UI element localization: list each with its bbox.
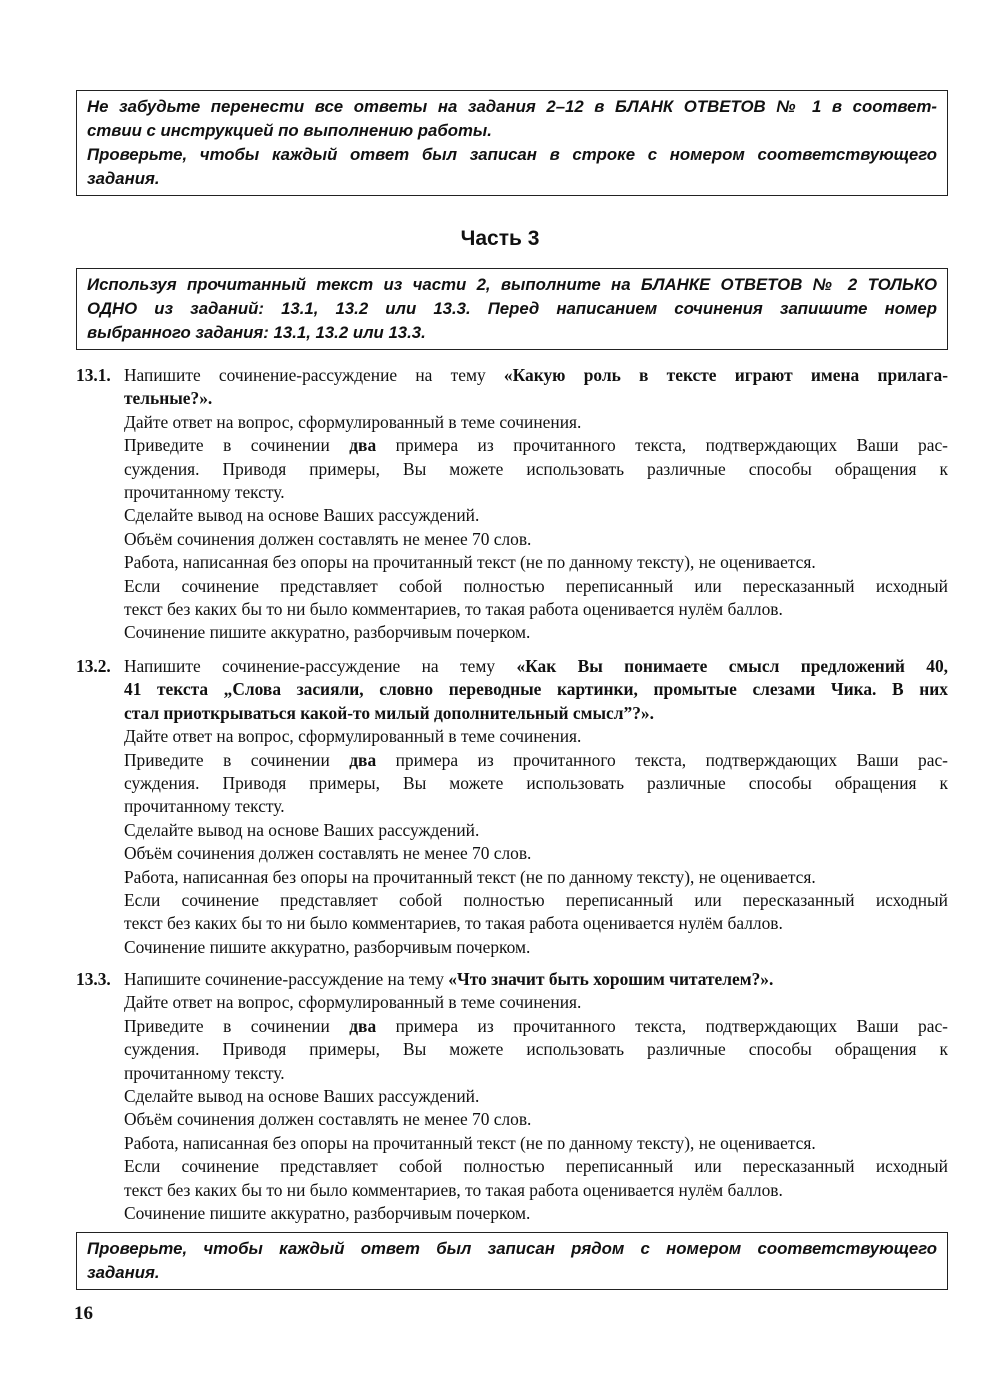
task-examples-line: прочитанному тексту. (124, 1062, 285, 1083)
instruction-line: Не забудьте перенести все ответы на задания 2–12 в БЛАНК ОТВЕТОВ № 1 в соответ- (87, 97, 937, 116)
task-rewritten-line: Если сочинение представляет собой полностью переписанный или пересказанный исходный (124, 1156, 948, 1177)
task-examples-line: прочитанному тексту. (124, 482, 285, 503)
task-topic-line: тельные?». (124, 388, 213, 409)
task-examples-line: Приведите в сочинении два примера из прочитанного текста, подтверждающих Ваши рас- (124, 1015, 948, 1036)
instruction-line: задания. (87, 1263, 160, 1282)
task-answer-line: Дайте ответ на вопрос, сформулированный в теме сочинения. (124, 726, 582, 747)
task-neat-line: Сочинение пишите аккуратно, разборчивым почерком. (124, 1203, 531, 1224)
instruction-line: Проверьте, чтобы каждый ответ был записан рядом с номером соответствующего (87, 1239, 937, 1258)
task-volume-line: Объём сочинения должен составлять не менее 70 слов. (124, 843, 532, 864)
instruction-line: задания. (87, 169, 160, 188)
task-volume-line: Объём сочинения должен составлять не менее 70 слов. (124, 1109, 532, 1130)
instruction-box-check (76, 1232, 948, 1290)
task-answer-line: Дайте ответ на вопрос, сформулированный в теме сочинения. (124, 992, 582, 1013)
task-conclusion-line: Сделайте вывод на основе Ваших рассуждений. (124, 1086, 480, 1107)
task-topic-line: Напишите сочинение-рассуждение на тему «Как Вы понимаете смысл предложений 40, (124, 656, 948, 676)
task-body (124, 364, 948, 645)
instruction-box-transfer (76, 90, 948, 196)
task-13-2 (76, 655, 948, 959)
task-volume-line: Объём сочинения должен составлять не менее 70 слов. (124, 528, 532, 549)
task-rewritten-line: текст без каких бы то ни было комментариев, то такая работа оценивается нулём баллов. (124, 599, 783, 620)
task-rewritten-line: Если сочинение представляет собой полностью переписанный или пересказанный исходный (124, 575, 948, 596)
task-examples-line: Приведите в сочинении два примера из прочитанного текста, подтверждающих Ваши рас- (124, 435, 948, 456)
task-body (124, 968, 948, 1225)
instruction-line: ствии с инструкцией по выполнению работы. (87, 121, 492, 140)
task-13-3 (76, 968, 948, 1225)
task-conclusion-line: Сделайте вывод на основе Ваших рассуждений. (124, 505, 480, 526)
page-number: 16 (74, 1303, 93, 1324)
task-examples-line: суждения. Приводя примеры, Вы можете использовать различные способы обращения к (124, 458, 948, 479)
task-topic-line: 41 текста „Слова засияли, словно переводные картинки, промытые слезами Чика. В них (124, 679, 948, 700)
task-topic-line: Напишите сочинение-рассуждение на тему «Какую роль в тексте играют имена прилага- (124, 365, 949, 385)
task-topic-line: Напишите сочинение-рассуждение на тему «Что значит быть хорошим читателем?». (124, 969, 774, 989)
task-number: 13.3. (76, 969, 111, 989)
task-no-support-line: Работа, написанная без опоры на прочитанный текст (не по данному тексту), не оценивается. (124, 866, 816, 887)
task-rewritten-line: текст без каких бы то ни было комментариев, то такая работа оценивается нулём баллов. (124, 1179, 783, 1200)
task-13-1 (76, 364, 948, 645)
task-examples-line: Приведите в сочинении два примера из прочитанного текста, подтверждающих Ваши рас- (124, 749, 948, 770)
task-neat-line: Сочинение пишите аккуратно, разборчивым почерком. (124, 622, 531, 643)
task-topic-line: стал приоткрываться какой-то милый дополнительный смысл”?». (124, 702, 654, 723)
task-examples-line: прочитанному тексту. (124, 796, 285, 817)
task-rewritten-line: Если сочинение представляет собой полностью переписанный или пересказанный исходный (124, 890, 948, 911)
task-number: 13.1. (76, 365, 111, 385)
task-examples-line: суждения. Приводя примеры, Вы можете использовать различные способы обращения к (124, 773, 948, 794)
part-heading: Часть 3 (460, 227, 540, 250)
task-conclusion-line: Сделайте вывод на основе Ваших рассуждений. (124, 819, 480, 840)
task-examples-line: суждения. Приводя примеры, Вы можете использовать различные способы обращения к (124, 1039, 948, 1060)
instruction-line: Проверьте, чтобы каждый ответ был записан в строке с номером соответствующего (87, 145, 937, 164)
task-no-support-line: Работа, написанная без опоры на прочитанный текст (не по данному тексту), не оценивается. (124, 552, 816, 573)
task-rewritten-line: текст без каких бы то ни было комментариев, то такая работа оценивается нулём баллов. (124, 913, 783, 934)
task-answer-line: Дайте ответ на вопрос, сформулированный в теме сочинения. (124, 411, 582, 432)
task-neat-line: Сочинение пишите аккуратно, разборчивым почерком. (124, 936, 531, 957)
instruction-box-part3 (76, 268, 948, 350)
instruction-line: ОДНО из заданий: 13.1, 13.2 или 13.3. Перед написанием сочинения запишите номер (87, 299, 937, 318)
instruction-line: выбранного задания: 13.1, 13.2 или 13.3. (87, 323, 426, 342)
task-number: 13.2. (76, 656, 111, 676)
instruction-line: Используя прочитанный текст из части 2, выполните на БЛАНКЕ ОТВЕТОВ № 2 ТОЛЬКО (87, 275, 937, 294)
task-body (124, 655, 948, 959)
task-no-support-line: Работа, написанная без опоры на прочитанный текст (не по данному тексту), не оценивается. (124, 1132, 816, 1153)
